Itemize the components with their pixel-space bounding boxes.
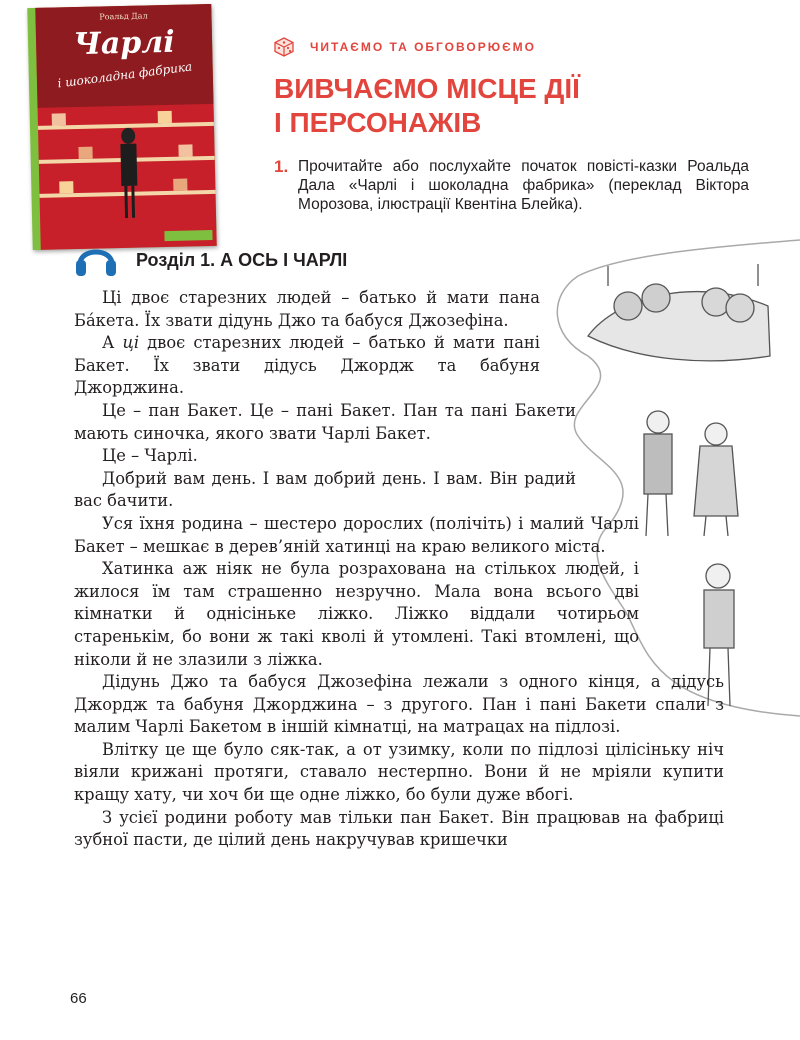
cover-publisher-badge [164,230,212,241]
cover-candy-box [59,181,73,193]
story-text [74,287,724,852]
story-paragraph: Хатинка аж ніяк не була розрахована на стількох людей, і жилося їм там страшенно незручно. Мала вона всього дві кімнатки й однісіньке ліжко. Ліжко віддали чотирьом старенькім, бо вони ж такі кволі й утомлені. Такі втомлені, що ніколи й не злазили з ліжка. [74,559,639,669]
section-label: ЧИТАЄМО ТА ОБГОВОРЮЄМО [310,40,536,54]
cover-subtitle: і шоколадна фабрика [56,59,193,91]
story-paragraph: Уся їхня родина – шестеро дорослих (полічіть) і малий Чарлі Бакет – мешкає в дерев’яній хатинці на краю великого міста. [74,513,639,556]
page-title [274,72,580,140]
cover-artwork [35,4,216,250]
story-paragraph: Добрий вам день. І вам добрий день. І вам. Він радий вас бачити. [74,468,576,511]
cover-author: Роальд Дал [99,11,148,22]
task-text: Прочитайте або послухайте початок повісті-казки Роальда Дала «Чарлі і шоколадна фабрика» (переклад Віктора Морозова, ілюстрації Квентіна Блейка). [298,158,749,213]
story-paragraph: Це – Чарлі. [102,446,198,466]
story-paragraph: Дідунь Джо та бабуся Джозефіна лежали з одного кінця, а дідусь Джордж та бабуня Джорджина – з другого. Пан і пані Бакети спали з малим Чарлі Бакетом в іншій кімнатці, на матрацах на підлозі. [74,672,724,737]
cover-candy-box [178,144,192,156]
headphones-icon[interactable] [74,238,118,278]
paragraph-text: двоє старезних людей – батько й мати пані Бакет. Їх звати дідусь Джордж та бабуня Джорджина. [74,333,540,398]
story-paragraph: Це – пан Бакет. Це – пані Бакет. Пан та пані Бакети мають синочка, якого звати Чарлі Бакет. [74,400,576,443]
story-paragraph: Ці двоє старезних людей – батько й мати пана Ба́кета. Їх звати дідунь Джо та бабуся Джозефіна. [74,288,540,330]
cover-title: Чарлі [73,24,176,63]
paragraph-text: А [102,333,123,353]
chapter-title: Розділ 1. А ОСЬ І ЧАРЛІ [136,250,348,270]
cover-figure [118,128,140,218]
cover-candy-box [52,113,66,125]
page-title-line: І ПЕРСОНАЖІВ [274,107,482,138]
story-paragraph [74,332,540,400]
page-number: 66 [70,990,87,1007]
book-cover-image [27,4,216,250]
cover-candy-box [78,147,92,159]
page-title-line: ВИВЧАЄМО МІСЦЕ ДІЇ [274,73,580,104]
story-paragraph: Влітку це ще було сяк-так, а от узимку, коли по підлозі цілісіньку ніч віяли крижані протяги, ставало нестерпно. Вони й не мріяли купити кращу хату, чи хоч би ще одне ліжко, бо були дуже вбогі. [74,739,724,805]
task-number: 1. [274,157,289,176]
task-block [274,157,749,214]
cover-candy-box [173,179,187,191]
cover-candy-box [158,111,172,123]
paragraph-emphasis: ці [122,333,140,353]
story-paragraph: З усієї родини роботу мав тільки пан Бакет. Він працював на фабриці зубної пасти, де цілий день накручував кришечки [74,807,724,850]
dice-icon [274,37,294,57]
